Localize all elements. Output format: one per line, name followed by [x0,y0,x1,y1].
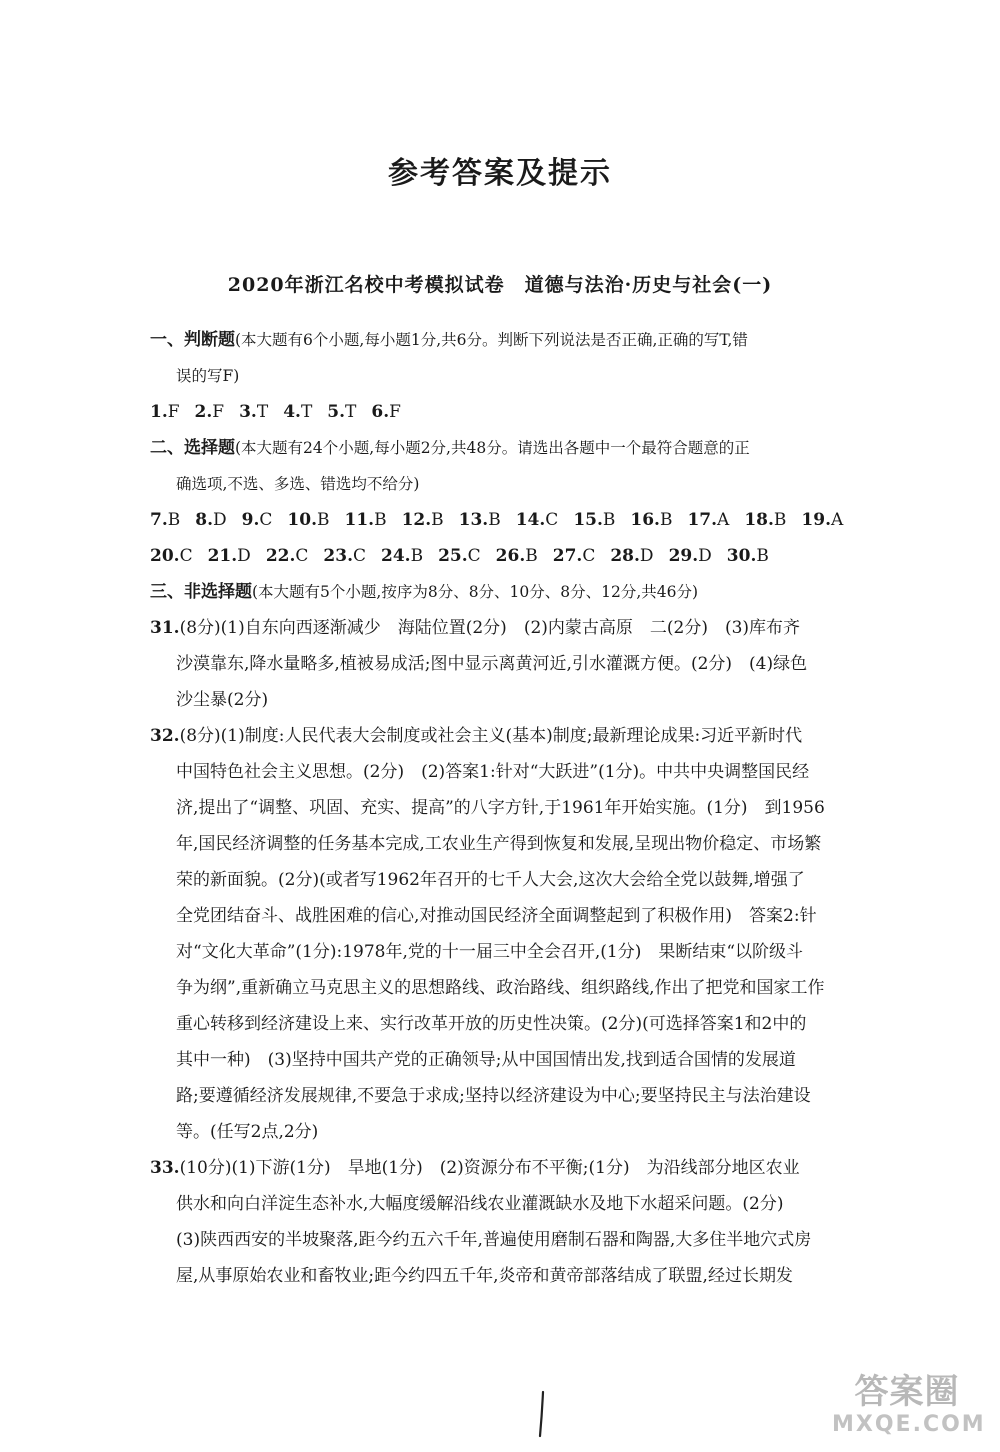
answer-value: B [431,510,444,530]
answer-number: 3. [239,402,257,422]
section-description-cont: 误的写F) [176,367,240,385]
section-description: (本大题有5个小题,按序为8分、8分、10分、8分、12分,共46分) [252,583,699,601]
answer-item [687,510,729,530]
answer-item [287,510,329,530]
answer-number: 20. [150,546,180,566]
answer-item [327,402,356,422]
answer-value: A [717,510,730,530]
answer-item [402,510,444,530]
section-description-cont: 确选项,不选、多选、错选均不给分) [176,475,420,493]
section-nonchoice [150,574,965,610]
question-text-line: 中国特色社会主义思想。(2分) (2)答案1:针对“大跃进”(1分)。中共中央调整国民经 [176,762,810,782]
question-31 [150,610,965,718]
question-text-line: (10分)(1)下游(1分) 旱地(1分) (2)资源分布不平衡;(1分) 为沿线部分地区农业 [179,1158,800,1178]
answer-item [266,546,309,566]
answer-number: 25. [438,546,468,566]
answer-number: 18. [744,510,774,530]
answer-value: C [259,510,273,530]
answer-value: B [167,510,181,530]
answer-number: 6. [371,402,390,422]
answer-value: D [698,546,712,566]
answer-item [344,510,386,530]
answer-item [195,402,225,422]
answer-value: T [256,402,269,422]
question-number: 33. [150,1158,180,1178]
question-text-line: (8分)(1)自东向西逐渐减少 海陆位置(2分) (2)内蒙古高原 二(2分) (3)库布齐 [179,618,801,638]
question-text-line: 屋,从事原始农业和畜牧业;距今约四五千年,炎帝和黄帝部落结成了联盟,经过长期发 [176,1266,793,1286]
answer-item [516,510,559,530]
question-text-line: 路;要遵循经济发展规律,不要急于求成;坚持以经济建设为中心;要坚持民主与法治建设 [176,1086,811,1106]
answer-value: T [300,402,313,422]
section-choice [150,430,965,502]
question-text-line: (3)陕西西安的半坡聚落,距今约五六千年,普遍使用磨制石器和陶器,大多住半地穴式房 [176,1230,812,1250]
answer-value: C [179,546,193,566]
answer-value: B [316,510,330,530]
question-text-line: 全党团结奋斗、战胜困难的信心,对推动国民经济全面调整起到了积极作用) 答案2:针 [176,906,817,926]
answer-number: 14. [515,510,546,530]
question-text-line: 荣的新面貌。(2分)(或者写1962年召开的七千人大会,这次大会给全党以鼓舞,增强了 [176,870,805,890]
answer-number: 4. [283,402,301,422]
question-text-line: 沙漠靠东,降水量略多,植被易成活;图中显示离黄河近,引水灌溉方便。(2分) (4)绿色 [176,654,808,674]
answer-item [630,510,672,530]
answer-number: 30. [726,546,757,566]
answer-value: C [352,546,366,566]
answer-number: 8. [195,510,213,530]
answer-item [242,510,273,530]
section-heading: 二、选择题 [150,438,235,458]
watermark-text: 答案圈 [854,1372,960,1412]
answer-value: B [756,546,769,566]
answer-item [727,546,769,566]
answer-value: C [545,510,559,530]
answer-value: C [295,546,309,566]
section-description: (本大题有24个小题,每小题2分,共48分。请选出各题中一个最符合题意的正 [235,439,750,457]
answer-item [553,546,596,566]
answer-number: 7. [150,510,168,530]
answer-number: 5. [327,402,346,422]
answer-item [610,546,653,566]
answer-number: 9. [241,510,260,530]
answer-value: C [582,546,596,566]
answer-item [801,510,843,530]
answer-item [459,510,501,530]
answer-item [323,546,366,566]
answer-value: A [830,510,844,530]
answer-item [239,402,268,422]
answer-item [496,546,538,566]
answer-item [150,546,193,566]
answer-value: D [213,510,227,530]
answer-item [195,510,226,530]
answer-number: 2. [194,402,213,422]
section-heading: 三、非选择题 [150,582,252,602]
answer-number: 10. [287,510,317,530]
answer-item [371,402,401,422]
answer-value: T [345,402,357,422]
answer-row-choice-1 [150,502,965,538]
watermark-url: MXQE.COM [832,1412,986,1437]
answer-number: 27. [552,546,583,566]
answer-number: 15. [573,510,603,530]
answer-item [150,402,180,422]
answer-number: 28. [610,546,640,566]
question-number: 31. [150,618,180,638]
question-text-line: 年,国民经济调整的任务基本完成,工农业生产得到恢复和发展,呈现出物价稳定、市场繁 [176,834,822,854]
question-text-line: 争为纲”,重新确立马克思主义的思想路线、政治路线、组织路线,作出了把党和国家工作 [176,978,825,998]
question-33 [150,1150,965,1294]
answer-value: F [212,402,225,422]
question-text-line: 济,提出了“调整、巩固、充实、提高”的八字方针,于1961年开始实施。(1分) 到1956 [176,798,825,818]
answer-value: B [659,510,673,530]
answer-item [150,510,180,530]
question-text-line: (8分)(1)制度:人民代表大会制度或社会主义(基本)制度;最新理论成果:习近平新时代 [179,726,803,746]
answer-value: D [237,546,251,566]
answer-item [283,402,312,422]
answer-value: B [410,546,424,566]
answer-value: F [389,402,401,422]
question-text-line: 重心转移到经济建设上来、实行改革开放的历史性决策。(2分)(可选择答案1和2中的 [176,1014,807,1034]
question-text-line: 对“文化大革命”(1分):1978年,党的十一届三中全会召开,(1分) 果断结束“以阶级斗 [176,942,804,962]
answer-number: 11. [344,510,375,530]
question-number: 32. [150,726,180,746]
answer-number: 13. [458,510,489,530]
answer-value: B [773,510,787,530]
question-32 [150,718,965,1150]
answer-value: B [374,510,387,530]
answer-row-choice-2 [150,538,965,574]
section-judgment [150,322,965,394]
answer-number: 24. [381,546,411,566]
answer-item [573,510,615,530]
answer-number: 19. [801,510,831,530]
question-text-line: 沙尘暴(2分) [176,690,269,710]
answer-number: 16. [630,510,660,530]
question-text-line: 等。(任写2点,2分) [176,1122,319,1142]
answer-item [669,546,712,566]
answer-item [438,546,481,566]
answer-number: 12. [401,510,432,530]
answer-value: B [525,546,538,566]
section-heading: 一、判断题 [150,330,235,350]
answer-content [150,322,965,1294]
answer-number: 26. [495,546,526,566]
answer-number: 1. [150,402,168,422]
answer-number: 23. [323,546,353,566]
answer-value: B [602,510,616,530]
answer-item [744,510,786,530]
page-title: 参考答案及提示 [388,156,612,191]
answer-item [381,546,423,566]
answer-value: B [488,510,501,530]
answer-number: 21. [207,546,238,566]
answer-value: F [167,402,180,422]
question-text-line: 其中一种) (3)坚持中国共产党的正确领导;从中国国情出发,找到适合国情的发展道 [176,1050,796,1070]
answer-number: 17. [687,510,718,530]
watermark-logo [832,1364,986,1444]
section-description: (本大题有6个小题,每小题1分,共6分。判断下列说法是否正确,正确的写T,错 [235,331,748,349]
exam-subtitle: 2020年浙江名校中考模拟试卷 道德与法治·历史与社会(一) [227,274,773,296]
answer-item [208,546,251,566]
answer-value: D [639,546,654,566]
question-text-line: 供水和向白洋淀生态补水,大幅度缓解沿线农业灌溉缺水及地下水超采问题。(2分) [176,1194,784,1214]
answer-number: 29. [668,546,699,566]
answer-number: 22. [265,546,296,566]
handwritten-page-mark [534,1390,550,1438]
answer-row-judgment [150,394,965,430]
answer-value: C [467,546,481,566]
